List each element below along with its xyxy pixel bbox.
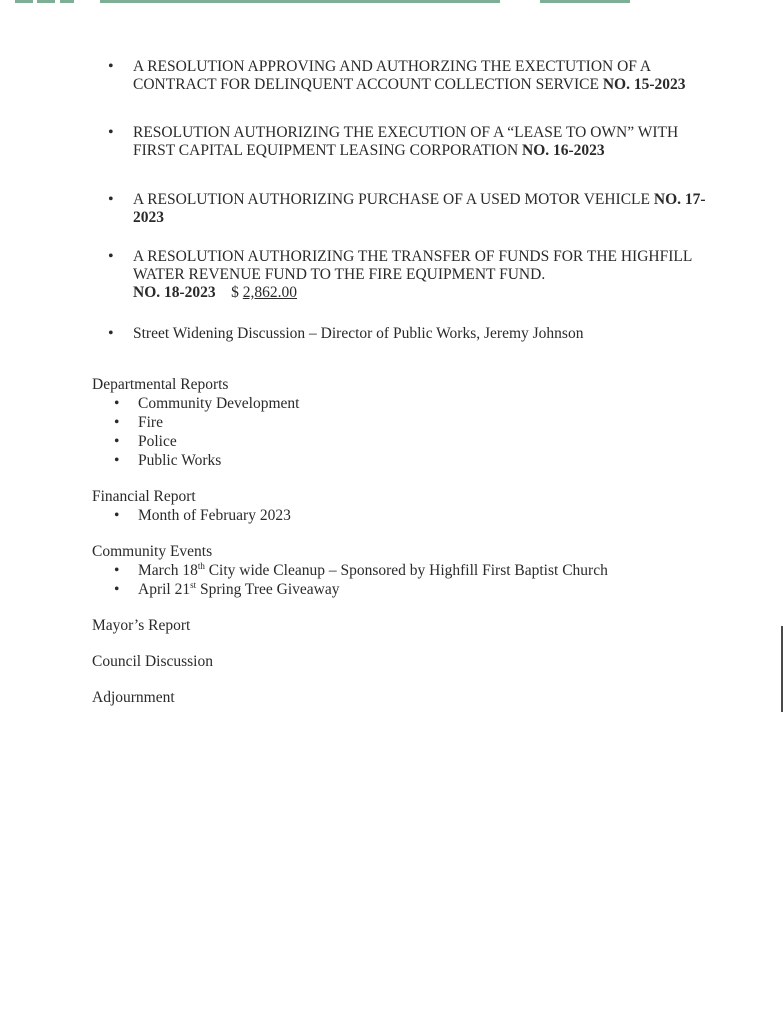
section-heading: Financial Report [92, 488, 196, 505]
resolution-number: NO. 17-2023 [133, 191, 706, 226]
resolution-text: A RESOLUTION AUTHORIZING THE TRANSFER OF FUNDS FOR THE HIGHFILL WATER REVENUE FUND TO THE FIRE EQUIPMENT FUND. [133, 248, 692, 283]
community-list [92, 561, 608, 599]
resolution-17 [108, 191, 708, 227]
list-item [92, 432, 299, 451]
event-description: City wide Cleanup – Sponsored by Highfill First Baptist Church [204, 562, 608, 579]
currency-symbol: $ [231, 284, 239, 301]
resolution-number: NO. 18-2023 [133, 284, 216, 301]
list-item [92, 506, 291, 525]
resolution-text: A RESOLUTION APPROVING AND AUTHORZING THE EXECTUTION OF A CONTRACT FOR DELINQUENT ACCOUNT COLLECTION SERVICE [133, 58, 651, 93]
adjournment: Adjournment [92, 689, 175, 706]
event-date: March 18 [138, 562, 198, 579]
list-item [92, 451, 299, 470]
bullet: • [108, 124, 114, 141]
list-item [92, 413, 299, 432]
resolution-16 [108, 124, 708, 160]
resolution-number: NO. 16-2023 [522, 142, 605, 159]
resolution-18 [108, 248, 708, 302]
bullet: • [114, 452, 120, 469]
list-item [92, 580, 608, 599]
resolution-text: A RESOLUTION AUTHORIZING PURCHASE OF A USED MOTOR VEHICLE [133, 191, 654, 208]
financial-list [92, 506, 291, 525]
bullet: • [108, 248, 114, 265]
bullet: • [108, 58, 114, 75]
list-item-label: Public Works [138, 452, 222, 469]
bullet: • [114, 395, 120, 412]
departmental-list [92, 394, 299, 470]
date-suffix: th [197, 560, 205, 571]
list-item-label: Police [138, 433, 177, 450]
section-heading: Departmental Reports [92, 376, 229, 393]
bullet: • [108, 325, 114, 342]
resolution-number: NO. 15-2023 [602, 76, 686, 93]
community-events [92, 542, 608, 599]
resolution-text: RESOLUTION AUTHORIZING THE EXECUTION OF A “LEASE TO OWN” WITH FIRST CAPITAL EQUIPMENT LEASING CORPORATION [133, 124, 679, 159]
financial-report [92, 487, 291, 525]
list-item [92, 394, 299, 413]
list-item-label: Community Development [138, 395, 300, 412]
bullet: • [114, 414, 120, 431]
bullet: • [114, 581, 120, 598]
mayor-report: Mayor’s Report [92, 617, 191, 634]
list-item-label: Fire [138, 414, 163, 431]
bullet: • [108, 191, 114, 208]
date-suffix: st [190, 579, 197, 590]
departmental-reports [92, 375, 299, 470]
resolution-15 [108, 58, 708, 94]
list-item [92, 561, 608, 580]
bullet: • [114, 433, 120, 450]
event-date: April 21 [138, 581, 191, 598]
list-item-label: Month of February 2023 [138, 507, 291, 524]
council-discussion: Council Discussion [92, 653, 213, 670]
event-description: Spring Tree Giveaway [196, 581, 340, 598]
street-widening-item [108, 325, 708, 343]
bullet: • [114, 562, 120, 579]
transfer-amount: 2,862.00 [242, 284, 298, 301]
section-heading: Community Events [92, 543, 213, 560]
bullet: • [114, 507, 120, 524]
street-widening-text: Street Widening Discussion – Director of Public Works, Jeremy Johnson [133, 325, 584, 342]
